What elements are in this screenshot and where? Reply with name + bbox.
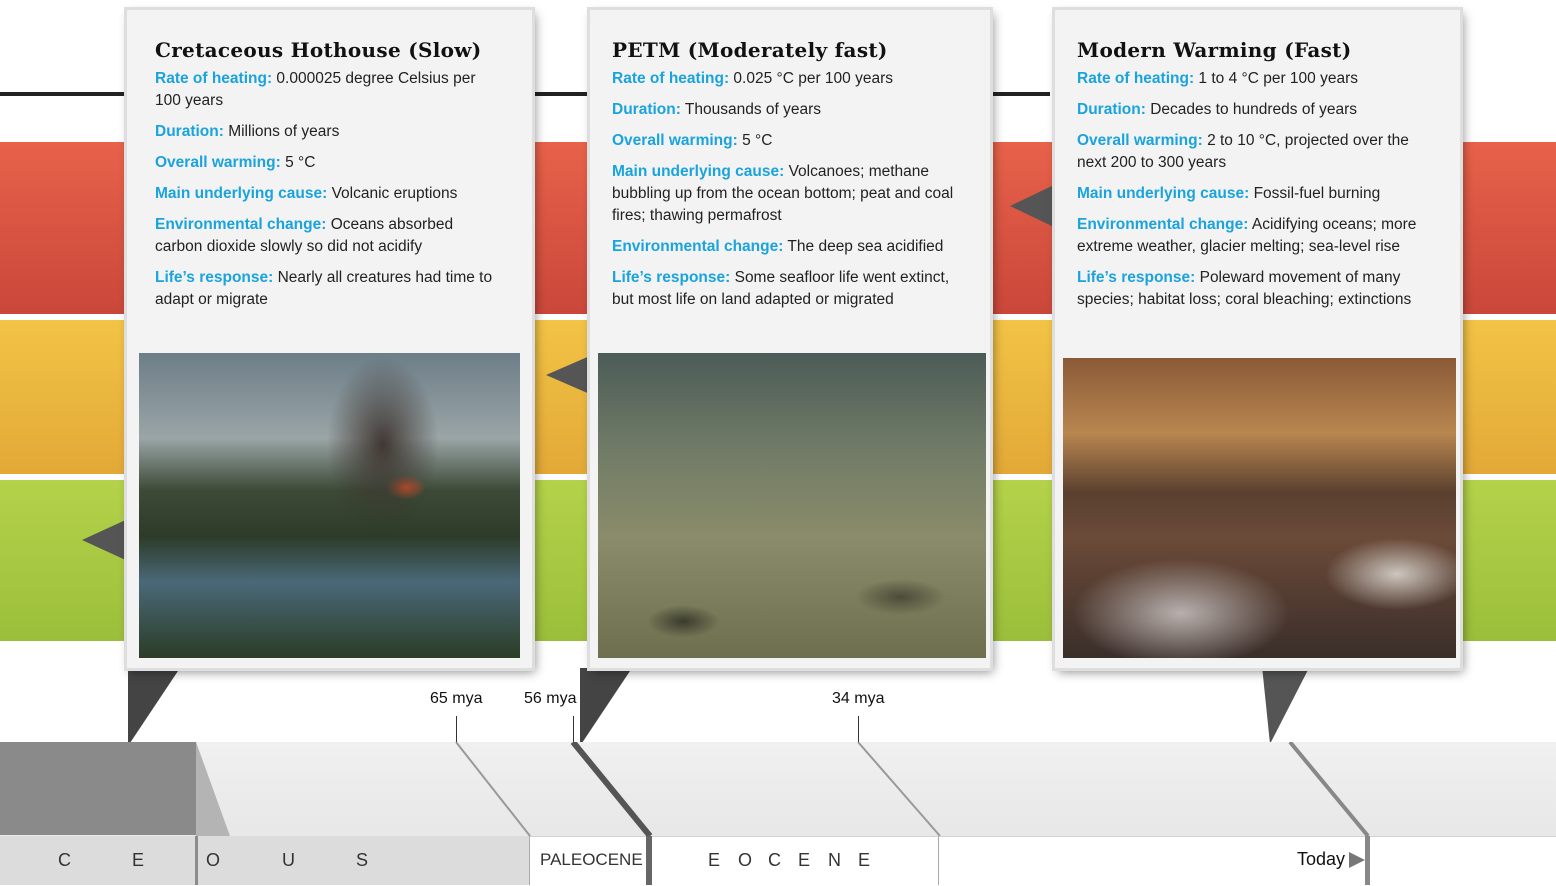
industrial-traffic-image — [1063, 358, 1456, 658]
card-title: PETM (Moderately fast) — [612, 38, 888, 62]
marker-tick — [858, 716, 859, 744]
period-letter: C — [768, 850, 783, 870]
period-letter: O — [738, 850, 755, 870]
card-row: Main underlying cause: Fossil-fuel burning — [1077, 185, 1381, 202]
card-row: Overall warming: 5 °C — [612, 132, 773, 149]
fold-line — [573, 742, 650, 836]
fold-shadow — [196, 742, 230, 836]
card-petm — [590, 10, 990, 668]
card-row: Rate of heating: 0.025 °C per 100 years — [612, 70, 894, 87]
card-row: Overall warming: 2 to 10 °C, projected over the next 200 to 300 years — [1077, 132, 1409, 171]
marker-34-mya: 34 mya — [832, 690, 885, 707]
marker-tick — [456, 716, 457, 744]
cretaceous-strip — [0, 836, 530, 885]
period-paleocene: PALEOCENE — [540, 850, 643, 869]
top-rule-right — [990, 92, 1050, 96]
card-row: Rate of heating: 0.000025 degree Celsius per 100 years — [155, 70, 476, 109]
pointer-left-icon — [1010, 184, 1056, 228]
period-letter: O — [206, 850, 223, 870]
card-modern — [1055, 10, 1460, 668]
timeline-fold-lines — [0, 742, 1556, 836]
card-title: Modern Warming (Fast) — [1077, 38, 1352, 62]
period-divider — [938, 836, 939, 885]
fold-line — [858, 742, 940, 836]
pointer-down-icon — [580, 668, 632, 746]
pointer-down-icon — [1262, 666, 1310, 744]
card-row: Main underlying cause: Volcanoes; methane bubbling up from the ocean bottom; peat and coal fires; thawing permafrost — [612, 163, 954, 224]
period-divider — [529, 836, 530, 885]
period-letter: E — [798, 850, 813, 870]
period-letter: U — [282, 850, 297, 870]
today-label — [1297, 849, 1365, 870]
card-row: Life’s response: Some seafloor life went extinct, but most life on land adapted or migrated — [612, 269, 950, 308]
period-letter: N — [828, 850, 843, 870]
marker-tick — [573, 716, 574, 744]
period-letter: E — [858, 850, 873, 870]
today-text: Today — [1297, 849, 1346, 869]
card-row: Overall warming: 5 °C — [155, 154, 316, 171]
seafloor-image — [598, 353, 986, 658]
card-row: Duration: Thousands of years — [612, 101, 822, 118]
card-row: Duration: Millions of years — [155, 123, 340, 140]
period-letter: C — [58, 850, 73, 870]
pointer-left-icon — [82, 518, 130, 562]
card-row: Environmental change: Oceans absorbed carbon dioxide slowly so did not acidify — [155, 216, 454, 255]
period-divider — [1365, 836, 1370, 885]
top-rule-mid — [533, 92, 593, 96]
period-letter: S — [356, 850, 371, 870]
period-divider — [646, 836, 652, 885]
card-row: Environmental change: Acidifying oceans; more extreme weather, glacier melting; sea-level rise — [1077, 216, 1417, 255]
top-rule-left — [0, 92, 128, 96]
marker-65-mya: 65 mya — [430, 690, 483, 707]
pointer-down-icon — [128, 668, 180, 746]
period-divider — [195, 836, 198, 885]
card-cretaceous — [127, 10, 532, 668]
card-title: Cretaceous Hothouse (Slow) — [155, 38, 482, 62]
card-row: Main underlying cause: Volcanic eruptions — [155, 185, 458, 202]
period-letter: E — [708, 850, 723, 870]
card-row: Environmental change: The deep sea acidified — [612, 238, 944, 255]
fold-line — [1290, 742, 1368, 836]
pointer-left-icon — [546, 355, 592, 395]
arrow-right-icon — [1349, 852, 1365, 868]
card-row: Life’s response: Poleward movement of many species; habitat loss; coral bleaching; extinctions — [1077, 269, 1412, 308]
card-row: Rate of heating: 1 to 4 °C per 100 years — [1077, 70, 1358, 87]
volcano-landscape-image — [139, 353, 520, 658]
card-row: Life’s response: Nearly all creatures had time to adapt or migrate — [155, 269, 493, 308]
period-letter: E — [132, 850, 147, 870]
card-row: Duration: Decades to hundreds of years — [1077, 101, 1357, 118]
marker-56-mya: 56 mya — [524, 690, 577, 707]
fold-line — [456, 742, 530, 836]
